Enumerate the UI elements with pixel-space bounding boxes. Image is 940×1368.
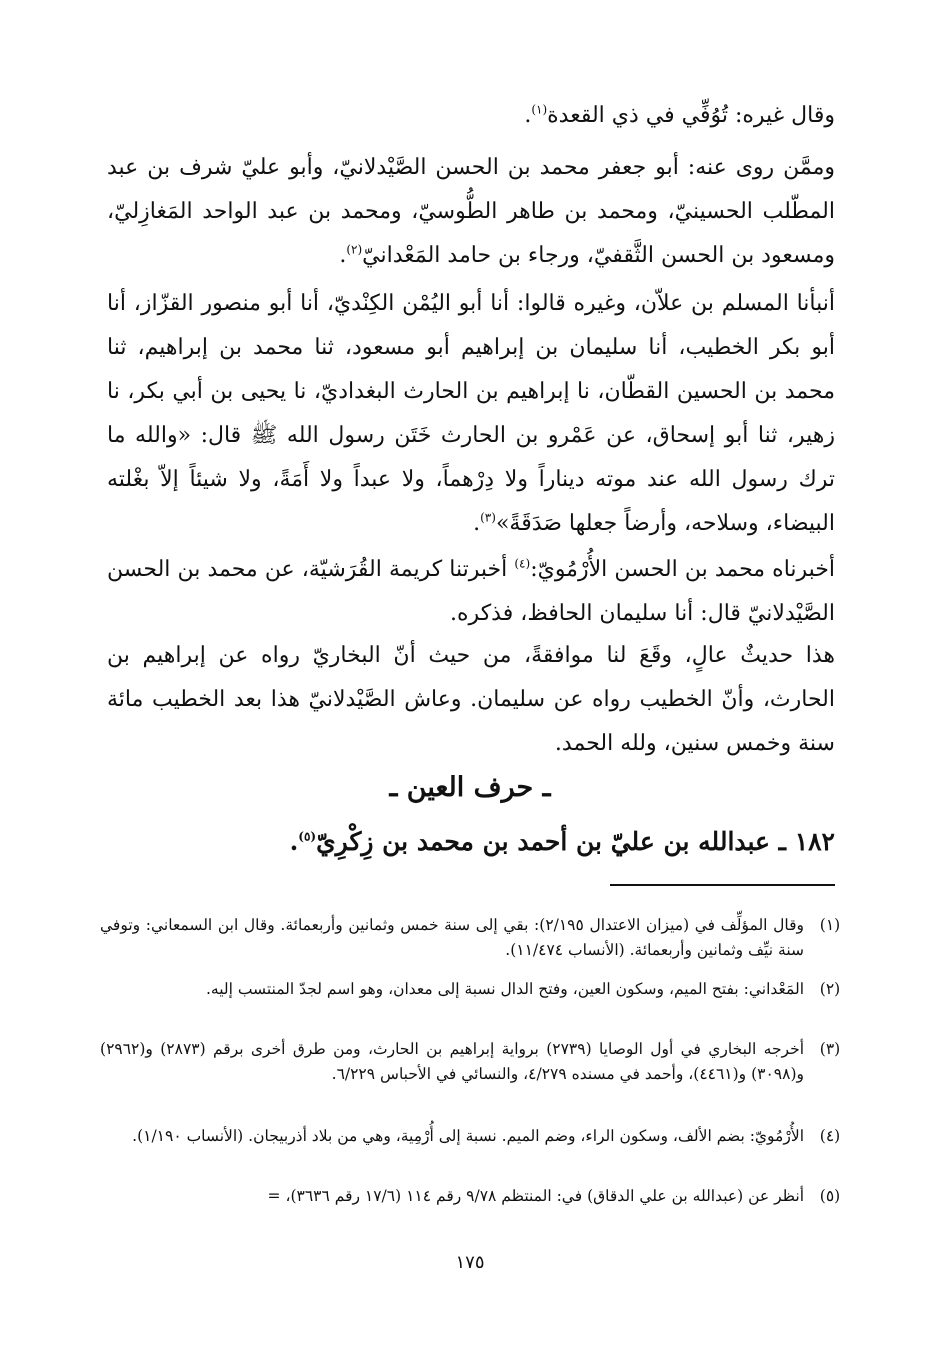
footnote-1 (100, 913, 848, 963)
footnote-text: أخرجه البخاري في أول الوصايا (٢٧٣٩) برواية إبراهيم بن الحارث، ومن طرق أخرى برقم (٢٨٧٣) و(٢٩٦٢) و(٣٠٩٨) و(٤٤٦١)، وأحمد في مسنده ٤/٢٧٩، والنسائي في الأحباس ٦/٢٢٩. (100, 1040, 804, 1083)
footnote-ref-4[interactable]: (٤) (514, 556, 531, 571)
footnote-4 (100, 1124, 848, 1149)
paragraph-comment: هذا حديثٌ عالٍ، وقَعَ لنا موافقةً، من حيث أنّ البخاريّ رواه عن إبراهيم بن الحارث، وأنّ الخطيب رواه عن سليمان. وعاش الصَّيْدلانيّ هذا بعد الخطيب مائة سنة وخمس سنين، ولله الحمد. (107, 643, 835, 756)
footnote-text: وقال المؤلِّف في (ميزان الاعتدال ٢/١٩٥): بقي إلى سنة خمس وثمانين وأربعمائة. وقال ابن السمعاني: وتوفي سنة نيِّف وثمانين وأربعمائة. (الأنساب ١١/٤٧٤). (100, 916, 804, 959)
footnote-number: (٥) (819, 1187, 841, 1205)
footnote-number: (٣) (819, 1040, 841, 1058)
footnote-2 (100, 977, 848, 1002)
footnote-text: أنظر عن (عبدالله بن علي الدقاق) في: المنتظم ٩/٧٨ رقم ١١٤ (١٧/٦ رقم ٣٦٣٦)، = (267, 1187, 804, 1205)
footnote-number: (٤) (819, 1127, 841, 1145)
paragraph-narrators: وممَّن روى عنه: أبو جعفر محمد بن الحسن الصَّيْدلانيّ، وأبو عليّ شرف بن عبد المطّلب الحسينيّ، ومحمد بن طاهر الطُّوسيّ، ومحمد بن عبد الواحد المَغازِليّ، ومسعود بن الحسن الثَّقفيّ، ورجاء بن حامد المَعْدانيّ$^{(٢)}$. (107, 155, 835, 268)
page-number: ١٧٥ (455, 1252, 485, 1273)
footnote-ref-5[interactable]: (٥) (298, 829, 317, 844)
footnote-text: المَعْداني: بفتح الميم، وسكون العين، وفتح الدال نسبة إلى معدان، وهو اسم لجدّ المنتسب إليه. (205, 980, 804, 998)
biography-entry-title: ١٨٢ ـ عبدالله بن عليّ بن أحمد بن محمد بن زِكْرِيّ$^{(٥)}$. (289, 827, 835, 856)
footnote-ref-2[interactable]: (٢) (346, 242, 363, 257)
footnote-ref-1[interactable]: (١) (531, 102, 548, 117)
footnote-separator (610, 884, 835, 886)
footnote-5 (100, 1184, 848, 1209)
paragraph-hadith-chain: أنبأنا المسلم بن علاّن، وغيره قالوا: أنا أبو اليُمْن الكِنْديّ، أنا أبو منصور القزّاز، أنا أبو بكر الخطيب، أنا سليمان بن إبراهيم أبو مسعود، ثنا محمد بن إبراهيم، ثنا محمد بن الحسين القطّان، نا إبراهيم بن الحارث البغداديّ، نا يحيى بن أبي بكر، نا زهير، ثنا أبو إسحاق، عن عَمْرو بن الحارث خَتَن رسول الله ﷺ قال: «والله ما ترك رسول الله عند موته ديناراً ولا دِرْهماً، ولا عبداً ولا أَمَةً، ولا شيئاً إلاّ بغْلته البيضاء، وسلاحه، وأرضاً جعلها صَدَقَةً»$^{(٣)}$. (107, 291, 835, 536)
footnote-number: (٢) (819, 980, 841, 998)
paragraph-death-note: وقال غيره: تُوُفِّي في ذي القعدة$^{(١)}$. (524, 102, 835, 128)
section-heading: ـ حرف العين ـ (389, 772, 551, 803)
footnote-ref-3[interactable]: (٣) (480, 510, 496, 525)
footnote-text: الأُرْمُويّ: بضم الألف، وسكون الراء، وضم الميم. نسبة إلى أُرْمِية، وهي من بلاد أذربيجان. (الأنساب ١/١٩٠). (132, 1127, 804, 1145)
footnote-3 (100, 1037, 848, 1087)
paragraph-second-chain: أخبرناه محمد بن الحسن الأُرْمُويّ:$^{(٤)}$ أخبرتنا كريمة القُرَشيّة، عن محمد بن الحسن الصَّيْدلانيّ قال: أنا سليمان الحافظ، فذكره. (107, 556, 836, 626)
footnote-number: (١) (819, 916, 841, 934)
